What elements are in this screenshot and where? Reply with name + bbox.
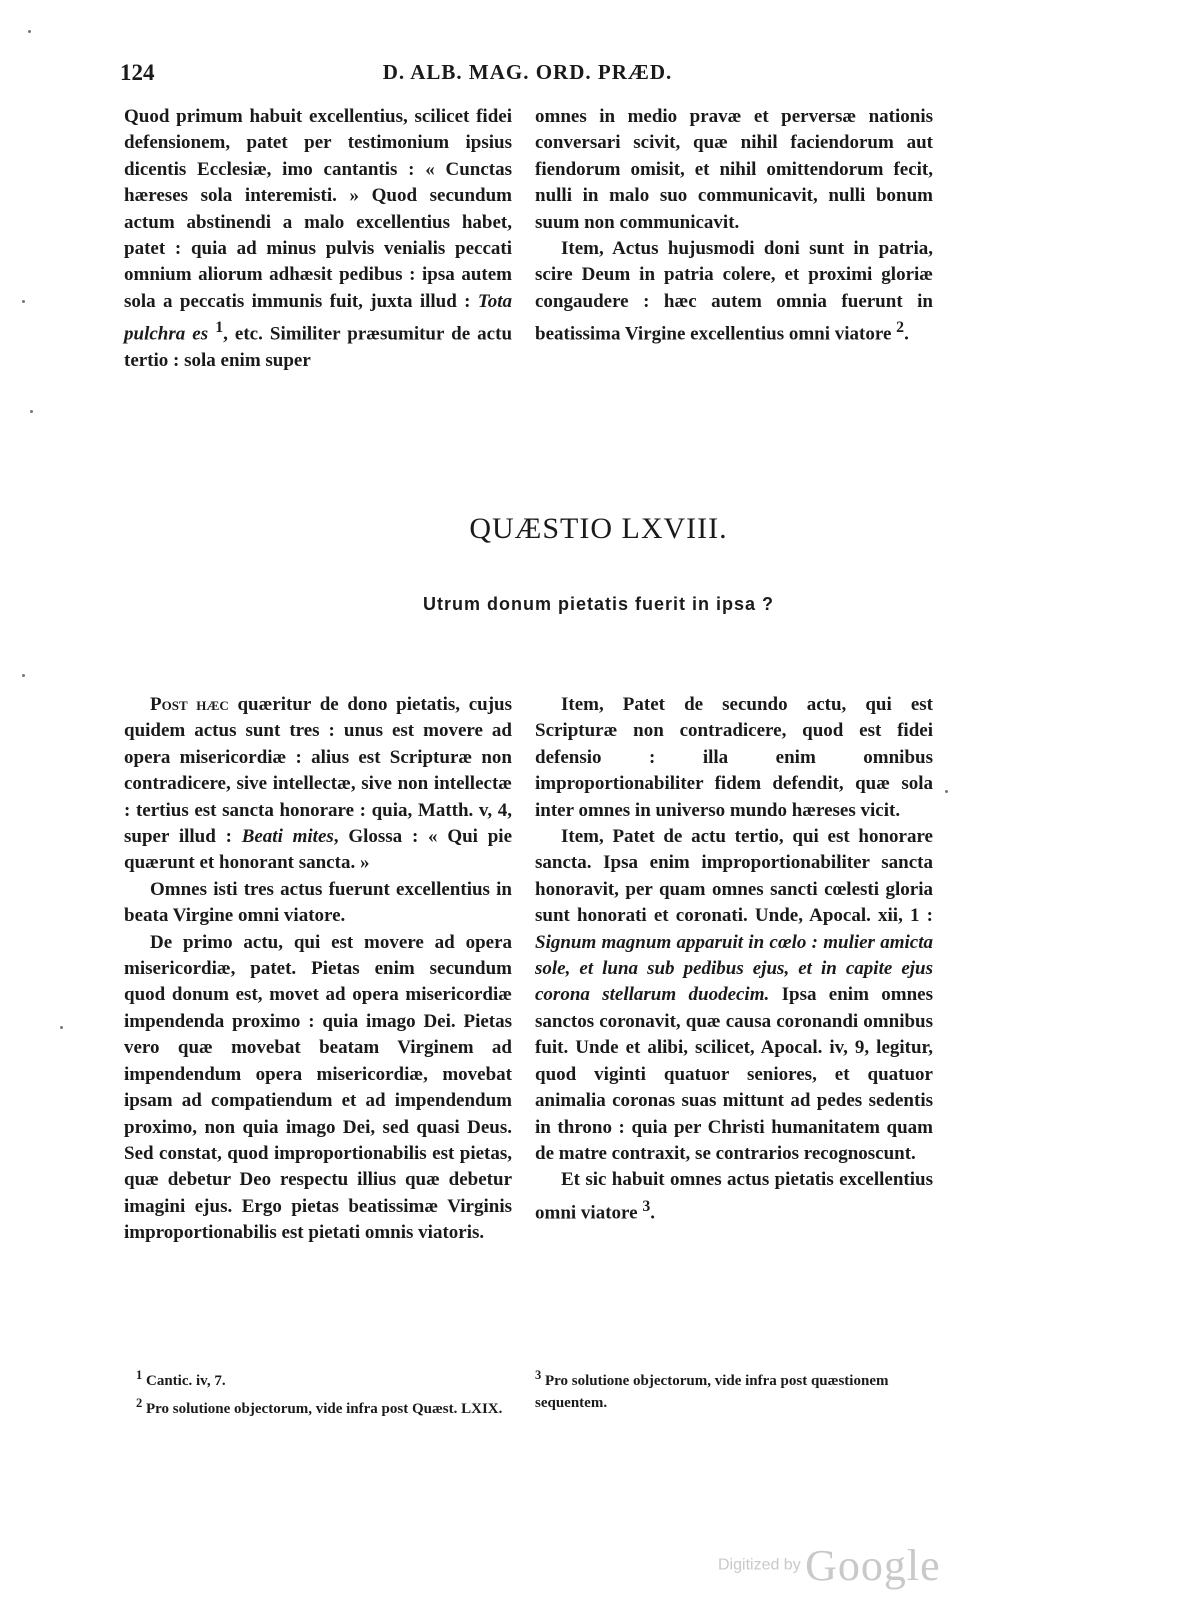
watermark-caption: Digitized by <box>718 1556 801 1574</box>
main-right-column <box>535 692 933 1226</box>
main-left-paragraph-3: De primo actu, qui est movere ad opera misericordiæ, patet. Pietas enim secundum quod donum est, movet ad opera misericordiæ impendenda proximo : quia imago Dei. Pietas vero quæ movebat beatam Virginem ad impendendum opera misericordiæ, movebat ipsam ad compatiendum et ad impendendum proximo, non quia imago Dei, sed quasi Deus. Sed constat, quod improportionabilis est pietas, quæ debetur Deo respectu illius quæ debetur imagini ejus. Ergo pietas beatissimæ Virginis improportionabilis est pietati omnis viatoris. <box>124 931 512 1244</box>
scan-speck <box>22 300 25 303</box>
footnote-ref-2: 2 <box>896 319 905 337</box>
main-left-italic: Beati mites <box>241 826 334 848</box>
scan-speck <box>28 30 31 33</box>
main-right-italic: Signum magnum apparuit in cœlo : mulier amicta sole, et luna sub pedibus ejus, et in capite ejus corona stellarum duodecim. <box>535 931 933 1006</box>
question-heading: QUÆSTIO LXVIII. <box>469 512 728 545</box>
top-left-paragraph: Quod primum habuit excellentius, scilicet fidei defensionem, patet per testimonium ipsius dicentis Ecclesiæ, imo cantantis : « Cunctas hæreses sola interemisti. » Quod secundum actum abstinendi a malo excellentius habet, patet : quia ad minus pulvis venialis peccati omnium aliorum adhæsit pedibus : ipsa autem sola a peccatis immunis fuit, juxta illud : Tota pulchra es $^1$, etc. Similiter præsumitur de actu tertio : sola enim super <box>124 106 513 371</box>
main-right-paragraph-3: Et sic habuit omnes actus pietatis excellentius omni viatore $^3$. <box>535 1169 933 1224</box>
scan-speck <box>945 790 948 793</box>
footnote-3: $^3$ Pro solutione objectorum, vide infra post quæstionem sequentem. <box>535 1368 889 1411</box>
top-right-paragraph-2: Item, Actus hujusmodi doni sunt in patria, scire Deum in patria colere, et proximi gloriæ congaudere : hæc autem omnia fuerunt in beatissima Virgine excellentius omni viatore $^2$. <box>535 238 933 345</box>
main-right-paragraph-1: Item, Patet de secundo actu, qui est Scripturæ non contradicere, quod est fidei defensio : illa enim omnibus improportionabiliter fidem defendit, quæ sola inter omnes in universo mundo hæreses vicit. <box>535 694 933 821</box>
scan-speck <box>60 1026 63 1029</box>
footnote-ref-3: 3 <box>642 1197 651 1215</box>
footnotes-left <box>124 1364 514 1420</box>
question-subheading: Utrum donum pietatis fuerit in ipsa ? <box>422 594 774 614</box>
top-left-italic: Tota pulchra es <box>124 290 512 345</box>
opening-small-caps: Post hæc <box>150 694 229 715</box>
running-title: D. ALB. MAG. ORD. PRÆD. <box>382 60 673 84</box>
main-left-column <box>124 692 512 1247</box>
footnote-1: $^1$ Cantic. iv, 7. <box>136 1368 226 1389</box>
google-logo: Google <box>805 1541 941 1590</box>
footnote-2: $^2$ Pro solutione objectorum, vide infra post Quæst. LXIX. <box>136 1396 503 1417</box>
scan-speck <box>22 674 25 677</box>
main-left-paragraph-1: Post hæc quæritur de dono pietatis, cujus quidem actus sunt tres : unus est movere ad opera misericordiæ : alius est Scripturæ non contradicere, sive intellectæ, sive non intellectæ : tertius est sancta honorare : quia, Matth. v, 4, super illud : Beati mites, Glossa : « Qui pie quærunt et honorant sancta. » <box>124 694 513 874</box>
digitized-watermark <box>718 1540 941 1591</box>
main-left-paragraph-2: Omnes isti tres actus fuerunt excellentius in beata Virgine omni viatore. <box>124 878 512 927</box>
scan-speck <box>30 410 33 413</box>
footnote-ref-1: 1 <box>215 319 224 337</box>
top-right-paragraph-1: omnes in medio pravæ et perversæ nationis conversari scivit, quæ nihil faciendorum aut fiendorum omisit, et nihil omittendorum fecit, nulli in malo suo communicavit, nulli bonum suum non communicavit. <box>535 106 933 233</box>
running-header <box>120 60 935 92</box>
page-number: 124 <box>120 60 155 85</box>
top-right-column <box>535 104 933 348</box>
main-right-paragraph-2: Item, Patet de actu tertio, qui est honorare sancta. Ipsa enim improportionabiliter sancta honoravit, per quam omnes sancti cœlesti gloria sunt honorati et coronati. Unde, Apocal. xii, 1 : Signum magnum apparuit in cœlo : mulier amicta sole, et luna sub pedibus ejus, et in capite ejus corona stellarum duodecim. Ipsa enim omnes sanctos coronavit, quæ causa coronandi omnibus fuit. Unde et alibi, scilicet, Apocal. iv, 9, legitur, quod viginti quatuor seniores, et quatuor animalia coronas suas mittunt ad pedes sedentis in throno : quia per Christi humanitatem quam de matre contraxit, se contrarios recognoscunt. <box>535 826 933 1164</box>
top-left-column <box>124 104 512 374</box>
footnotes-right <box>535 1364 933 1414</box>
